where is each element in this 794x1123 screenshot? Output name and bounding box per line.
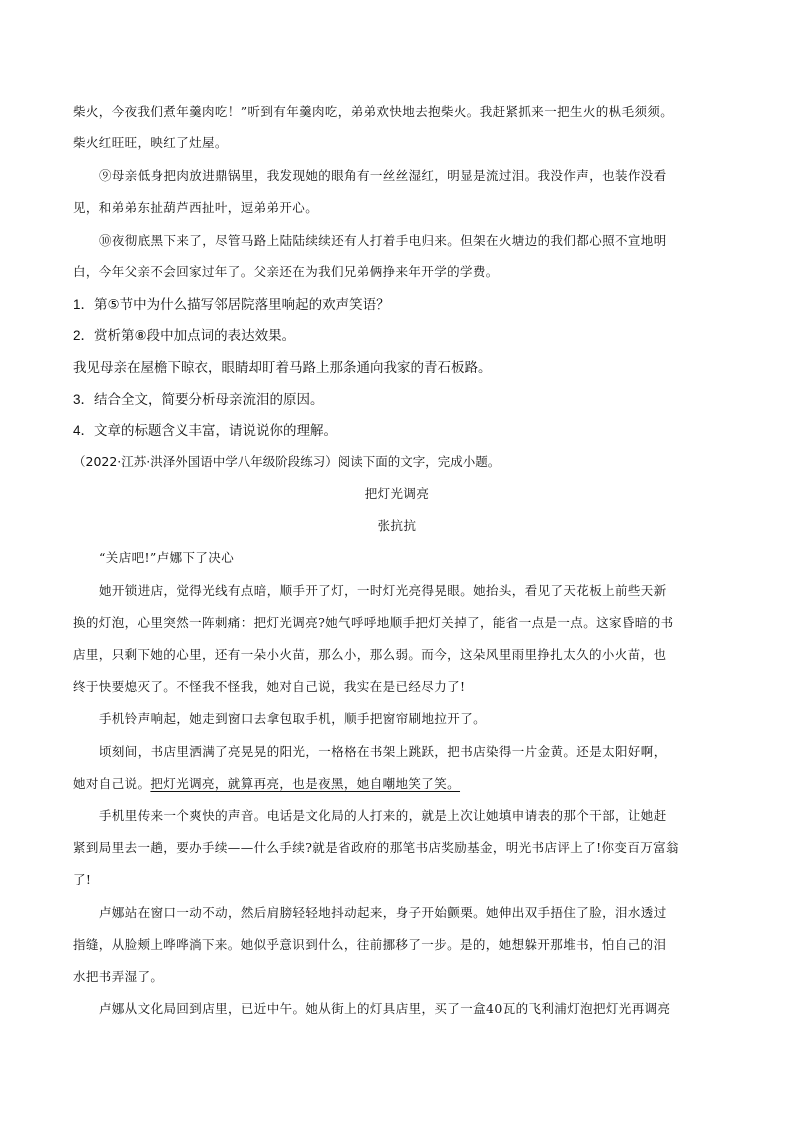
passage-line: 见，和弟弟东扯葫芦西扯叶，逗弟弟开心。	[73, 200, 319, 215]
paragraph: 手机里传来一个爽快的声音。电话是文化局的人打来的，就是上次让她填申请表的那个干部，让她赶	[99, 808, 667, 823]
underlined-sentence: 把灯光调亮，就算再亮，也是夜黑，她自嘲地笑了笑。	[150, 776, 461, 791]
paragraph-line: 紧到局里去一趟，要办手续——什么手续?就是省政府的那笔书店奖励基金，明光书店评上了!你变百万富翁	[73, 840, 679, 855]
plain-text: 她对自己说。	[73, 776, 151, 791]
passage-line: 柴火红旺旺，映红了灶屋。	[73, 135, 228, 150]
paragraph: 卢娜站在窗口一动不动，然后肩膀轻轻地抖动起来，身子开始颤栗。她伸出双手捂住了脸，泪水透过	[99, 905, 667, 920]
paragraph-line: 店里，只剩下她的心里，还有一朵小火苗，那么小，那么弱。而今，这朵风里雨里挣扎太久的小火苗，也	[73, 647, 667, 662]
paragraph: 手机铃声响起，她走到窗口去拿包取手机，顺手把窗帘刷地拉开了。	[99, 711, 487, 726]
paragraph-line: 换的灯泡，心里突然一阵刺痛：把灯光调亮?她气呼呼地顺手把灯关掉了，能省一点是一点。这家昏暗的书	[73, 615, 674, 630]
paragraph-line: 了!	[73, 872, 92, 887]
question-1: 1．第⑤节中为什么描写邻居院落里响起的欢声笑语？	[73, 297, 390, 312]
question-4: 4．文章的标题含义丰富，请说说你的理解。	[73, 423, 338, 438]
paragraph-line	[73, 775, 460, 793]
paragraph: “关店吧!”卢娜下了决心	[99, 550, 235, 565]
paragraph-9: ⑨母亲低身把肉放进鼎锅里，我发现她的眼角有一丝丝湿红，明显是流过泪。我没作声，也装作没看	[99, 168, 667, 183]
passage-line: 柴火，今夜我们煮年羹肉吃！”听到有年羹肉吃，弟弟欢快地去抱柴火。我赶紧抓来一把生火的枞毛须须。	[73, 104, 674, 119]
paragraph-line: 水把书弄湿了。	[73, 969, 164, 984]
reading-source: （2022·江苏·洪泽外国语中学八年级阶段练习）阅读下面的文字，完成小题。	[73, 454, 501, 469]
paragraph: 顷刻间，书店里洒满了亮晃晃的阳光，一格格在书架上跳跃，把书店染得一片金黄。还是太阳好啊，	[99, 744, 667, 759]
paragraph-line: 终于快要熄灭了。不怪我不怪我，她对自己说，我实在是已经尽力了!	[73, 679, 466, 694]
paragraph-line: 指缝，从脸颊上哗哗淌下来。她似乎意识到什么，往前挪移了一步。是的，她想躲开那堆书，怕自己的泪	[73, 937, 667, 952]
paragraph: 她开锁进店，觉得光线有点暗，顺手开了灯，一时灯光亮得晃眼。她抬头，看见了天花板上前些天新	[99, 583, 667, 598]
article-author: 张抗抗	[377, 518, 417, 533]
passage-line: 白，今年父亲不会回家过年了。父亲还在为我们兄弟俩挣来年开学的学费。	[73, 264, 499, 279]
question-2: 2．赏析第⑧段中加点词的表达效果。	[73, 328, 296, 343]
question-2-sentence: 我见母亲在屋檐下晾衣，眼睛却盯着马路上那条通向我家的青石板路。	[73, 360, 492, 375]
article-title: 把灯光调亮	[364, 486, 430, 501]
paragraph-10: ⑩夜彻底黑下来了，尽管马路上陆陆续续还有人打着手电归来。但架在火塘边的我们都心照不宣地明	[99, 233, 667, 248]
paragraph: 卢娜从文化局回到店里，已近中午。她从街上的灯具店里，买了一盒40瓦的飞利浦灯泡把灯光再调亮	[99, 1001, 671, 1016]
question-3: 3．结合全文，简要分析母亲流泪的原因。	[73, 392, 324, 407]
